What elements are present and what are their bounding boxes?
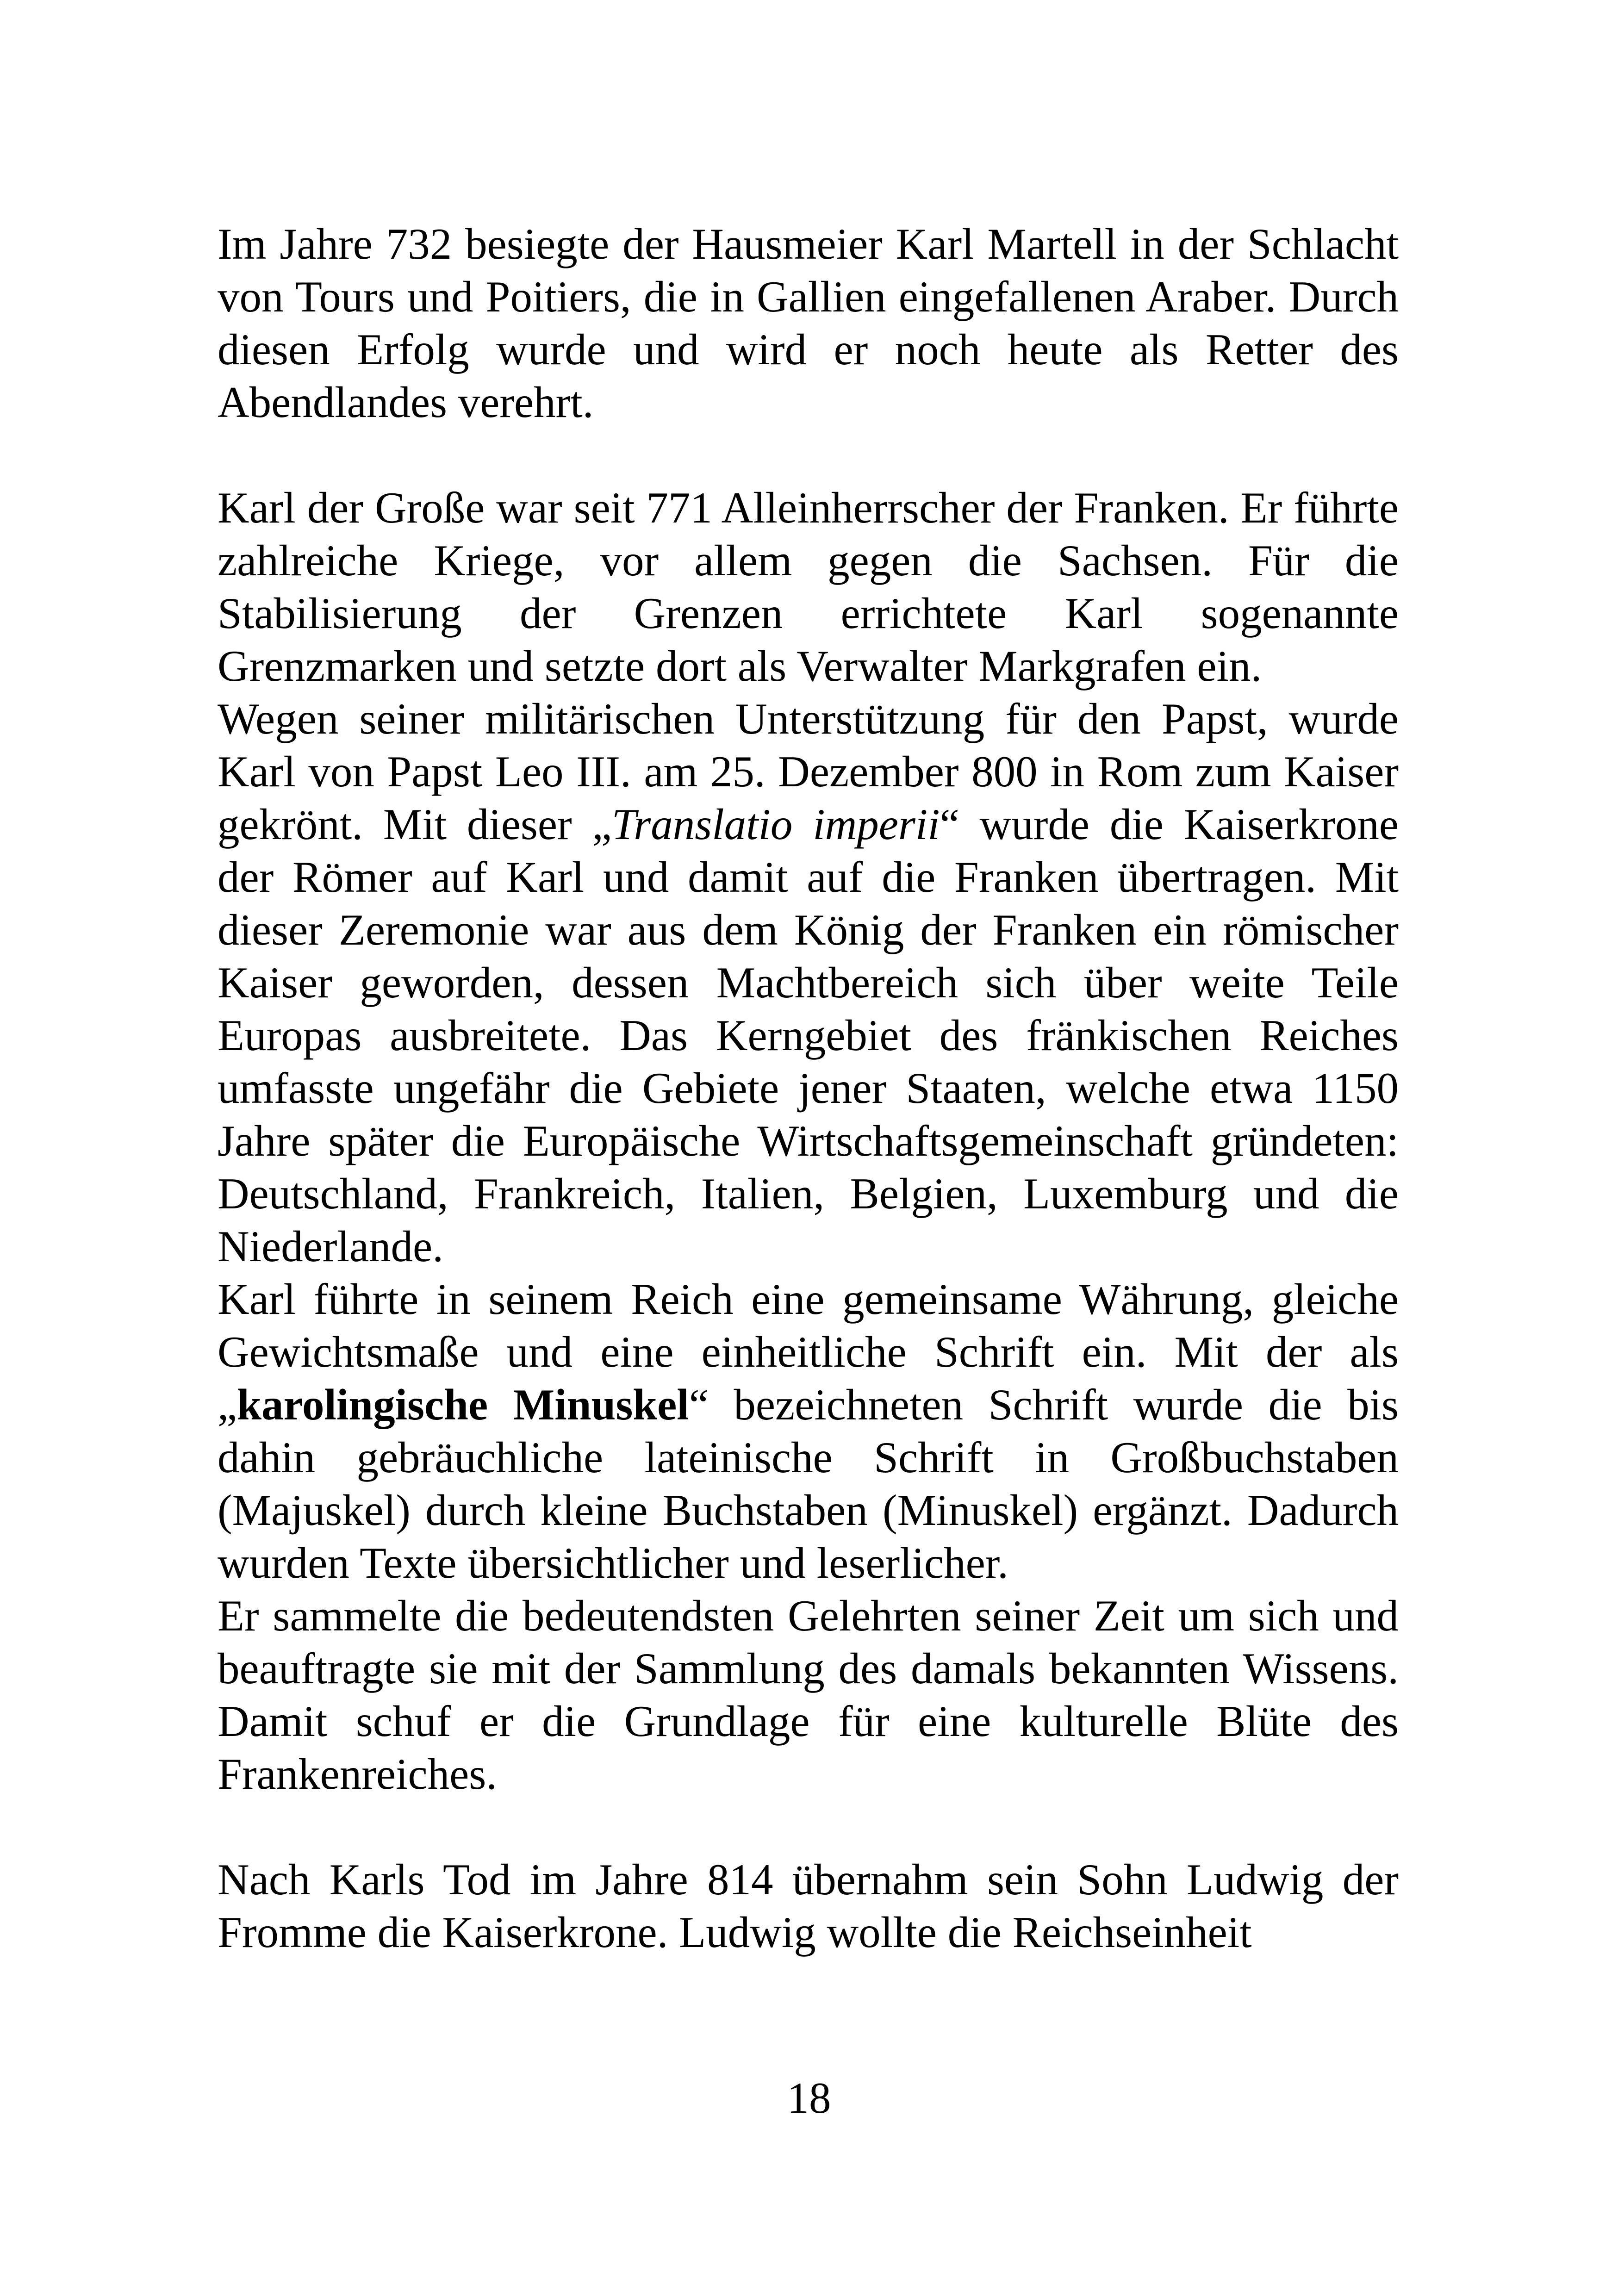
paragraph-spacer [218, 1800, 1399, 1853]
text-run: “ bezeichneten Schrift wurde die bis dahin gebräuchliche lateinische Schrift in Großbuchstaben (Majuskel) durch kleine Buchstaben (Minuskel) ergänzt. Dadurch wurden Texte übersichtlicher und leserlicher. [218, 1380, 1399, 1587]
paragraph-ludwig: Nach Karls Tod im Jahre 814 übernahm sein Sohn Ludwig der Fromme die Kaiserkrone. Ludwig wollte die Reichseinheit [218, 1855, 1399, 1957]
paragraph-gelehrte: Er sammelte die bedeutendsten Gelehrten seiner Zeit um sich und beauftragte sie mit der Sammlung des damals bekannten Wissens. Damit schuf er die Grundlage für eine kulturelle Blüte des Frankenreiches. [218, 1591, 1399, 1798]
text-run: “ wurde die Kaiserkrone der Römer auf Karl und damit auf die Franken übertragen. Mit dieser Zeremonie war aus dem König der Franken ein römischer Kaiser geworden, dessen Machtbereich sich über weite Teile Europas ausbreitete. Das Kerngebiet des fränkischen Reiches umfasste ungefähr die Gebiete jener Staaten, welche etwa 1150 Jahre später die Europäische Wirtschaftsgemeinschaft gründeten: Deutschland, Frankreich, Italien, Belgien, Luxemburg und die Niederlande. [218, 800, 1399, 1271]
bold-term: karolingische Minuskel [237, 1380, 689, 1429]
paragraph-karl-der-grosse: Karl der Große war seit 771 Alleinherrscher der Franken. Er führte zahlreiche Kriege, vor allem gegen die Sachsen. Für die Stabilisierung der Grenzen errichtete Karl sogenannte Grenzmarken und setzte dort als Verwalter Markgrafen ein. [218, 483, 1399, 691]
page-number: 18 [787, 2073, 831, 2122]
paragraph-minuskel [218, 1273, 1399, 1589]
paragraph-karl-martell: Im Jahre 732 besiegte der Hausmeier Karl Martell in der Schlacht von Tours und Poitiers, die in Gallien eingefallenen Araber. Durch diesen Erfolg wurde und wird er noch heute als Retter des Abendlandes verehrt. [218, 219, 1399, 427]
text-run: Karl führte in seinem Reich eine gemeinsame Währung, gleiche Gewichtsmaße und eine einheitliche Schrift ein. Mit der als „ [218, 1275, 1399, 1429]
paragraph-kaiserkroenung [218, 692, 1399, 1273]
italic-term: Translatio imperii [611, 800, 940, 849]
paragraph-spacer [218, 429, 1399, 481]
body-text [218, 218, 1399, 1959]
text-run: Wegen seiner militärischen Unterstützung für den Papst, wurde Karl von Papst Leo III. am 25. Dezember 800 in Rom zum Kaiser gekrönt. Mit dieser „ [218, 694, 1399, 849]
